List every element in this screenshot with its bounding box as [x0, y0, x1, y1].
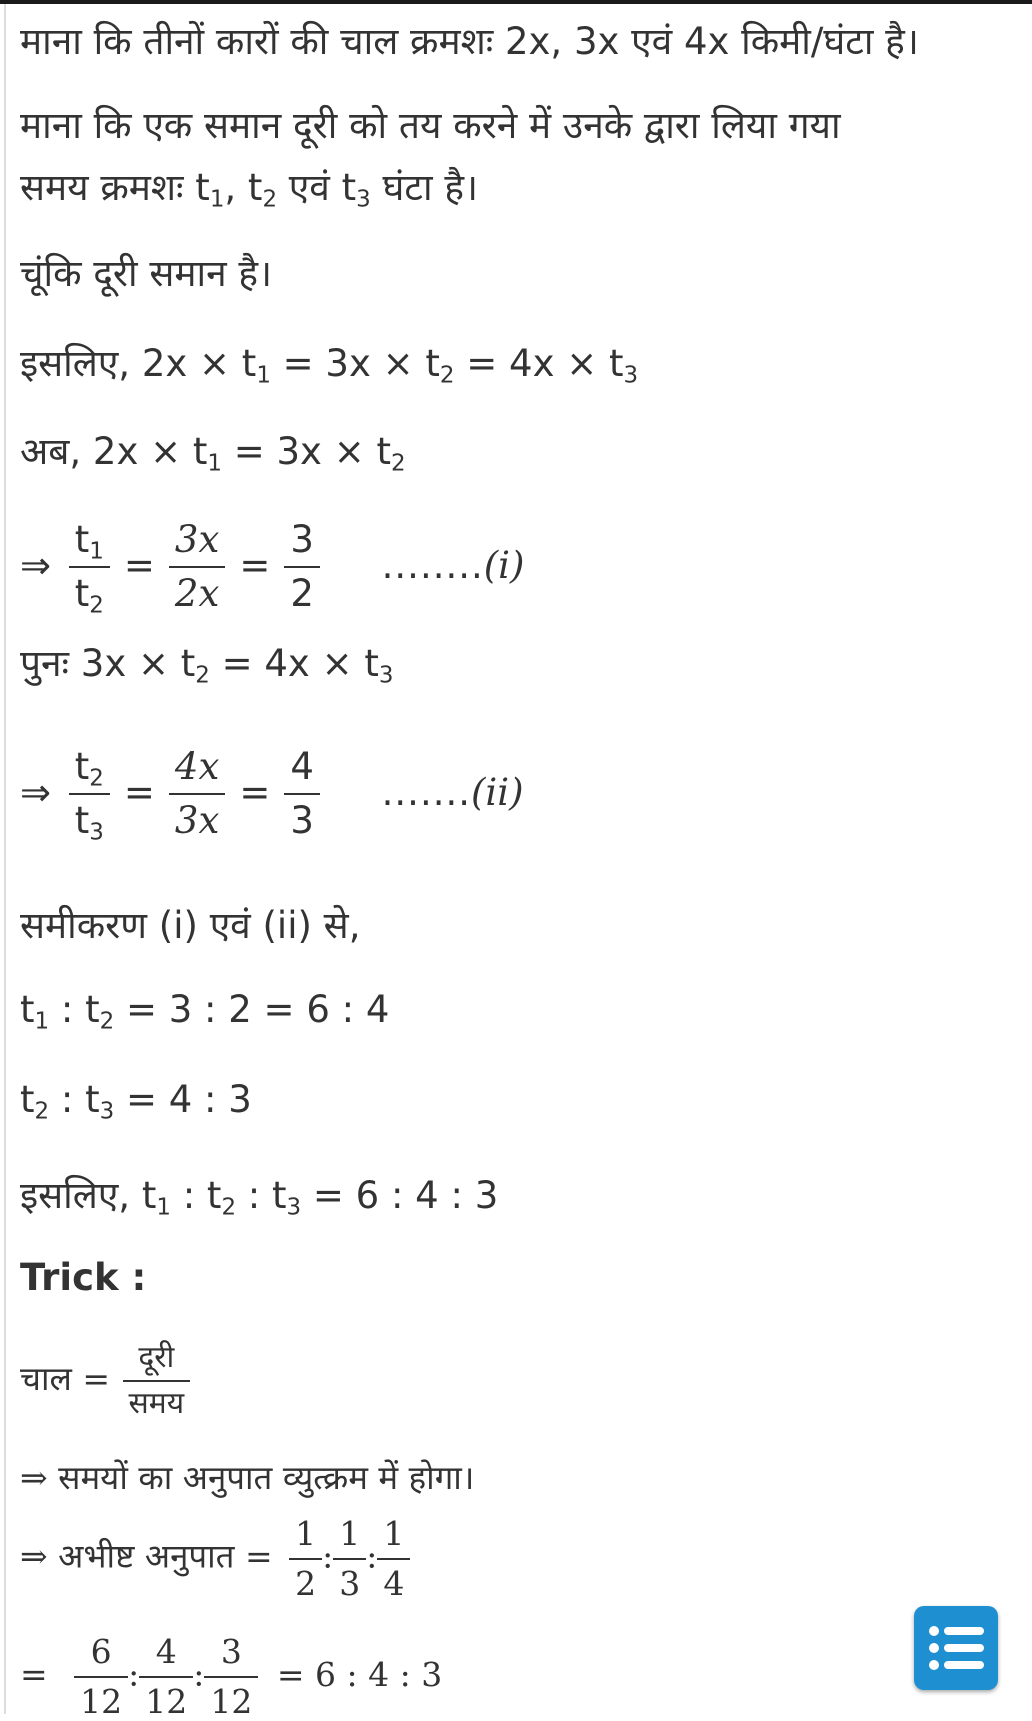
second-pair-line: पुनः $3x \times t_2 = 4x \times t_3$ — [20, 642, 394, 689]
from-equations-line: समीकरण (i) एवं (ii) से, — [20, 904, 361, 947]
equation-ii: ⇒ $\frac{t_2}{t_3}$ = $\frac{4x}{3x}$ = $\frac{4}{3}$ .......(ii) — [20, 745, 524, 846]
equation-i: ⇒ $\frac{t_1}{t_2}$ = $\frac{3x}{2x}$ = $\frac{3}{2}$ ........(i) — [20, 518, 525, 619]
fraction-4x-3x: $\frac{4x}{3x}$ — [169, 745, 225, 844]
product-equation-line: इसलिए, $2x \times t_1 = 3x \times t_2 = 4x \times t_3$ — [20, 342, 639, 389]
implies-arrow: ⇒ — [20, 543, 52, 587]
final-ratio-line: इसलिए, $t_1$ : $t_2$ : $t_3 = 6$ : 4 : 3 — [20, 1174, 499, 1221]
distance-over-time: $\frac{\text{दूरी}}{\text{समय}}$ — [123, 1340, 191, 1422]
inverse-ratio-line: ⇒ समयों का अनुपात व्युत्क्रम में होगा। — [20, 1458, 475, 1497]
fraction-4-3: $\frac{4}{3}$ — [284, 745, 320, 844]
left-border — [4, 4, 6, 1714]
fraction-t1-t2: $\frac{t_1}{t_2}$ — [69, 518, 110, 617]
equation-tag-ii: (ii) — [471, 770, 524, 814]
trick-heading: Trick : — [20, 1256, 147, 1299]
time-assumption-line-1: माना कि एक समान दूरी को तय करने में उनके द्वारा लिया गया — [20, 104, 841, 147]
ratio-t1-t2-line: $t_1$ : $t_2 = 3$ : 2 = 6 : 4 — [20, 988, 390, 1035]
twelfths-ratio-line: = $\frac{6}{12}$ : $\frac{4}{12}$ : $\frac{3}{12}$ = 6 : 4 : 3 — [20, 1632, 443, 1721]
time-assumption-line-2: समय क्रमशः $t_1$, $t_2$ एवं $t_3$ घंटा है। — [20, 166, 478, 213]
list-menu-button[interactable] — [914, 1606, 998, 1690]
ratio-t2-t3-line: $t_2$ : $t_3 = 4$ : 3 — [20, 1078, 252, 1125]
first-pair-line: अब, $2x \times t_1 = 3x \times t_2$ — [20, 430, 406, 477]
fraction-t2-t3: $\frac{t_2}{t_3}$ — [69, 745, 110, 844]
list-icon — [928, 1625, 984, 1671]
fraction-3-2: $\frac{3}{2}$ — [284, 518, 320, 617]
equal-distance-line: चूंकि दूरी समान है। — [20, 252, 273, 295]
required-ratio-line: ⇒ अभीष्ट अनुपात = $\frac{1}{2}$ : $\frac{1}{3}$ : $\frac{1}{4}$ — [20, 1514, 410, 1603]
implies-arrow: ⇒ — [20, 770, 52, 814]
top-bar — [0, 0, 1032, 4]
speed-assumption-line: माना कि तीनों कारों की चाल क्रमशः 2x, 3x एवं 4x किमी/घंटा है। — [20, 20, 919, 63]
fraction-3x-2x: $\frac{3x}{2x}$ — [169, 518, 225, 617]
speed-formula: चाल = $\frac{\text{दूरी}}{\text{समय}}$ — [20, 1340, 196, 1422]
equation-tag-i: (i) — [483, 543, 525, 587]
